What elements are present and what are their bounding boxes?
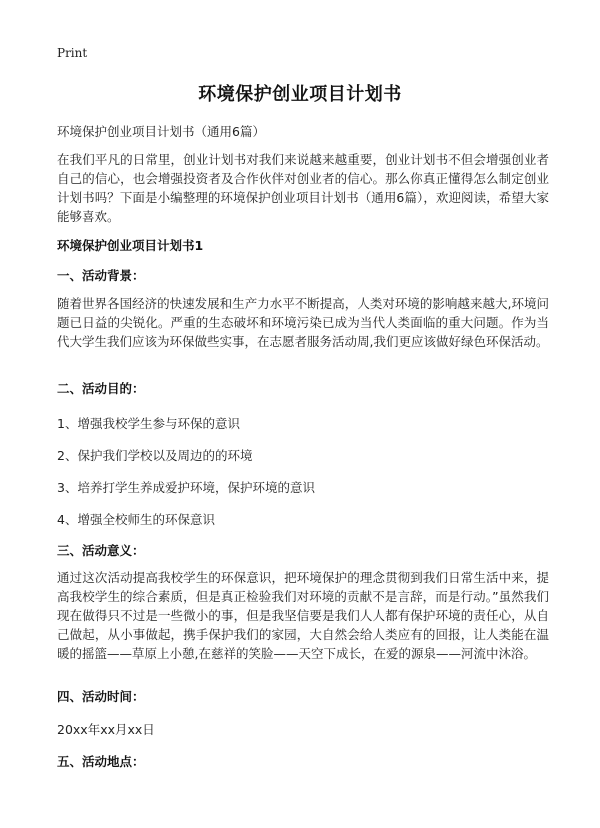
significance-heading: 三、活动意义： <box>57 543 145 558</box>
location-heading: 五、活动地点： <box>57 754 145 769</box>
purpose-heading: 二、活动目的： <box>57 381 145 396</box>
time-value: 20xx年xx月xx日 <box>57 722 155 737</box>
purpose-item: 4、增强全校师生的环保意识 <box>57 512 215 527</box>
time-heading: 四、活动时间： <box>57 689 145 704</box>
document-title: 环境保护创业项目计划书 <box>198 84 402 105</box>
section-title: 环境保护创业项目计划书1 <box>57 238 204 253</box>
print-label: Print <box>57 46 88 60</box>
background-heading: 一、活动背景： <box>57 268 145 283</box>
document-subtitle: 环境保护创业项目计划书（通用6篇） <box>57 124 265 139</box>
purpose-item: 3、培养打学生养成爱护环境，保护环境的意识 <box>57 480 315 495</box>
significance-paragraph: 通过这次活动提高我校学生的环保意识，把环境保护的理念贯彻到我们日常生活中来，提高我校学生的综合素质，但是真正检验我们对环境的贡献不是言辞，而是行动。”虽然我们现在做得只不过是一些微小的事，但是我坚信要是我们人人都有保护环境的责任心，从自己做起，从小事做起，携手保护我们的家园，大自然会给人类应有的回报，让人类能在温暖的摇篮——草原上小憩,在慈祥的笑脸——天空下成长，在爱的源泉——河流中沐浴。 <box>57 570 549 661</box>
intro-paragraph: 在我们平凡的日常里，创业计划书对我们来说越来越重要，创业计划书不但会增强创业者自己的信心，也会增强投资者及合作伙伴对创业者的信心。那么你真正懂得怎么制定创业计划书吗？下面是小编整理的环境保护创业项目计划书（通用6篇），欢迎阅读，希望大家能够喜欢。 <box>57 152 549 224</box>
purpose-item: 2、保护我们学校以及周边的的环境 <box>57 448 253 463</box>
purpose-item: 1、增强我校学生参与环保的意识 <box>57 416 240 431</box>
background-paragraph: 随着世界各国经济的快速发展和生产力水平不断提高，人类对环境的影响越来越大,环境问题已日益的尖锐化。严重的生态破坏和环境污染已成为当代人类面临的重大问题。作为当代大学生我们应该为环保做些实事，在志愿者服务活动周,我们更应该做好绿色环保活动。 <box>57 296 549 349</box>
